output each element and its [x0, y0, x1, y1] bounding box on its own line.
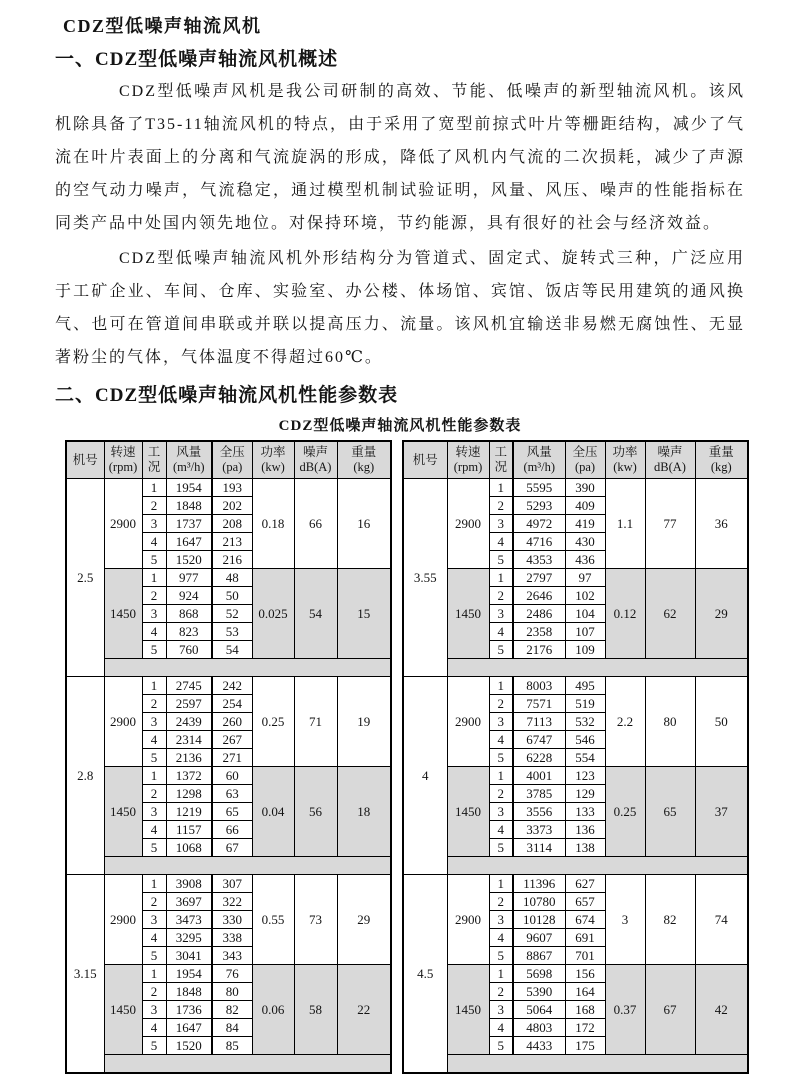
- pressure-cell: 701: [565, 947, 605, 965]
- header-model: 机号: [66, 441, 104, 479]
- condition-cell: 3: [142, 515, 166, 533]
- condition-cell: 1: [142, 569, 166, 587]
- flow-cell: 7113: [513, 713, 565, 731]
- pressure-cell: 260: [212, 713, 252, 731]
- section-filler-row: [403, 1055, 748, 1074]
- pressure-cell: 409: [565, 497, 605, 515]
- pressure-cell: 82: [212, 1001, 252, 1019]
- pressure-cell: 104: [565, 605, 605, 623]
- condition-cell: 4: [489, 821, 513, 839]
- section1-heading: 一、CDZ型低噪声轴流风机概述: [55, 49, 339, 70]
- weight-cell: 15: [337, 569, 391, 659]
- pressure-cell: 48: [212, 569, 252, 587]
- condition-cell: 2: [489, 587, 513, 605]
- weight-cell: 37: [695, 767, 748, 857]
- performance-table-right: [402, 440, 749, 1074]
- pressure-cell: 60: [212, 767, 252, 785]
- pressure-cell: 519: [565, 695, 605, 713]
- condition-cell: 1: [142, 767, 166, 785]
- condition-cell: 3: [142, 605, 166, 623]
- condition-cell: 5: [489, 947, 513, 965]
- condition-cell: 4: [142, 821, 166, 839]
- condition-cell: 1: [489, 569, 513, 587]
- condition-cell: 2: [489, 497, 513, 515]
- data-row: [66, 569, 391, 587]
- flow-cell: 10780: [513, 893, 565, 911]
- section-filler-row: [403, 857, 748, 875]
- flow-cell: 1520: [166, 1037, 212, 1055]
- header-flow: 风量 (m³/h): [166, 441, 212, 479]
- condition-cell: 2: [489, 785, 513, 803]
- header-condition: 工 况: [142, 441, 166, 479]
- rpm-cell: 1450: [104, 569, 142, 659]
- pressure-cell: 691: [565, 929, 605, 947]
- header-rpm: 转速 (rpm): [104, 441, 142, 479]
- header-noise: 噪声 dB(A): [294, 441, 337, 479]
- weight-cell: 16: [337, 479, 391, 569]
- rpm-cell: 1450: [447, 767, 489, 857]
- condition-cell: 1: [489, 767, 513, 785]
- rpm-cell: 1450: [104, 965, 142, 1055]
- flow-cell: 2176: [513, 641, 565, 659]
- pressure-cell: 419: [565, 515, 605, 533]
- condition-cell: 2: [489, 695, 513, 713]
- flow-cell: 3556: [513, 803, 565, 821]
- pressure-cell: 175: [565, 1037, 605, 1055]
- flow-cell: 3473: [166, 911, 212, 929]
- flow-cell: 3785: [513, 785, 565, 803]
- model-section-3.15: [66, 875, 391, 1074]
- data-row: [66, 767, 391, 785]
- header-pressure: 全压 (pa): [212, 441, 252, 479]
- flow-cell: 3908: [166, 875, 212, 893]
- pressure-cell: 76: [212, 965, 252, 983]
- rpm-cell: 2900: [447, 677, 489, 767]
- noise-cell: 77: [645, 479, 695, 569]
- overview-paragraph-2: CDZ型低噪声轴流风机外形结构分为管道式、固定式、旋转式三种，广泛应用于工矿企业、车间、仓库、实验室、办公楼、体场馆、宾馆、饭店等民用建筑的通风换气、也可在管道间串联或并联以提高压力、流量。该风机宜输送非易燃无腐蚀性、无显著粉尘的气体，气体温度不得超过60℃。: [55, 250, 745, 366]
- condition-cell: 3: [489, 803, 513, 821]
- condition-cell: 5: [142, 947, 166, 965]
- rpm-cell: 2900: [104, 875, 142, 965]
- pressure-cell: 65: [212, 803, 252, 821]
- weight-cell: 36: [695, 479, 748, 569]
- noise-cell: 62: [645, 569, 695, 659]
- weight-cell: 74: [695, 875, 748, 965]
- condition-cell: 1: [142, 875, 166, 893]
- condition-cell: 2: [142, 587, 166, 605]
- pressure-cell: 172: [565, 1019, 605, 1037]
- weight-cell: 50: [695, 677, 748, 767]
- condition-cell: 2: [489, 893, 513, 911]
- weight-cell: 29: [695, 569, 748, 659]
- flow-cell: 1848: [166, 983, 212, 1001]
- section-filler-row: [403, 659, 748, 677]
- pressure-cell: 84: [212, 1019, 252, 1037]
- pressure-cell: 109: [565, 641, 605, 659]
- weight-cell: 42: [695, 965, 748, 1055]
- power-cell: 0.37: [605, 965, 645, 1055]
- condition-cell: 4: [142, 929, 166, 947]
- pressure-cell: 107: [565, 623, 605, 641]
- flow-cell: 1372: [166, 767, 212, 785]
- flow-cell: 4353: [513, 551, 565, 569]
- condition-cell: 3: [489, 911, 513, 929]
- flow-cell: 3697: [166, 893, 212, 911]
- data-row: [403, 875, 748, 893]
- flow-cell: 1848: [166, 497, 212, 515]
- pressure-cell: 436: [565, 551, 605, 569]
- condition-cell: 3: [489, 515, 513, 533]
- pressure-cell: 164: [565, 983, 605, 1001]
- table-header: [403, 441, 748, 479]
- pressure-cell: 338: [212, 929, 252, 947]
- pressure-cell: 213: [212, 533, 252, 551]
- condition-cell: 3: [489, 1001, 513, 1019]
- power-cell: 0.04: [252, 767, 294, 857]
- pressure-cell: 138: [565, 839, 605, 857]
- condition-cell: 1: [142, 677, 166, 695]
- pressure-cell: 546: [565, 731, 605, 749]
- condition-cell: 2: [142, 785, 166, 803]
- condition-cell: 4: [142, 623, 166, 641]
- section-filler: [104, 1055, 391, 1074]
- flow-cell: 8867: [513, 947, 565, 965]
- section-filler: [447, 1055, 748, 1074]
- pressure-cell: 123: [565, 767, 605, 785]
- flow-cell: 1647: [166, 1019, 212, 1037]
- condition-cell: 5: [489, 749, 513, 767]
- data-row: [66, 875, 391, 893]
- pressure-cell: 80: [212, 983, 252, 1001]
- flow-cell: 9607: [513, 929, 565, 947]
- flow-cell: 1647: [166, 533, 212, 551]
- pressure-cell: 133: [565, 803, 605, 821]
- pressure-cell: 129: [565, 785, 605, 803]
- pressure-cell: 430: [565, 533, 605, 551]
- flow-cell: 1954: [166, 479, 212, 497]
- pressure-cell: 168: [565, 1001, 605, 1019]
- flow-cell: 2314: [166, 731, 212, 749]
- condition-cell: 2: [142, 893, 166, 911]
- section2-heading: 二、CDZ型低噪声轴流风机性能参数表: [55, 385, 399, 406]
- condition-cell: 2: [489, 983, 513, 1001]
- model-cell: 2.8: [66, 677, 104, 875]
- pressure-cell: 657: [565, 893, 605, 911]
- section-filler: [104, 659, 391, 677]
- condition-cell: 5: [142, 749, 166, 767]
- condition-cell: 4: [489, 623, 513, 641]
- flow-cell: 4433: [513, 1037, 565, 1055]
- pressure-cell: 53: [212, 623, 252, 641]
- weight-cell: 29: [337, 875, 391, 965]
- pressure-cell: 97: [565, 569, 605, 587]
- data-row: [403, 965, 748, 983]
- model-cell: 3.55: [403, 479, 447, 677]
- section-filler: [104, 857, 391, 875]
- header-power: 功率 (kw): [605, 441, 645, 479]
- flow-cell: 5390: [513, 983, 565, 1001]
- tables-row: [65, 440, 745, 1074]
- model-cell: 4: [403, 677, 447, 875]
- flow-cell: 5064: [513, 1001, 565, 1019]
- flow-cell: 1068: [166, 839, 212, 857]
- condition-cell: 3: [142, 911, 166, 929]
- condition-cell: 3: [489, 713, 513, 731]
- flow-cell: 6228: [513, 749, 565, 767]
- noise-cell: 71: [294, 677, 337, 767]
- flow-cell: 2745: [166, 677, 212, 695]
- rpm-cell: 2900: [104, 677, 142, 767]
- weight-cell: 22: [337, 965, 391, 1055]
- condition-cell: 1: [489, 479, 513, 497]
- data-row: [66, 677, 391, 695]
- rpm-cell: 2900: [447, 875, 489, 965]
- document-title: CDZ型低噪声轴流风机: [63, 16, 262, 36]
- flow-cell: 1737: [166, 515, 212, 533]
- flow-cell: 2486: [513, 605, 565, 623]
- condition-cell: 5: [142, 839, 166, 857]
- model-section-2.8: [66, 677, 391, 875]
- condition-cell: 5: [142, 641, 166, 659]
- condition-cell: 1: [142, 479, 166, 497]
- section-filler-row: [66, 1055, 391, 1074]
- table-header: [66, 441, 391, 479]
- table-caption: CDZ型低噪声轴流风机性能参数表: [278, 418, 522, 434]
- section-filler: [447, 659, 748, 677]
- header-rpm: 转速 (rpm): [447, 441, 489, 479]
- flow-cell: 5595: [513, 479, 565, 497]
- condition-cell: 1: [489, 875, 513, 893]
- model-section-2.5: [66, 479, 391, 677]
- flow-cell: 1520: [166, 551, 212, 569]
- pressure-cell: 102: [565, 587, 605, 605]
- condition-cell: 5: [489, 641, 513, 659]
- pressure-cell: 532: [565, 713, 605, 731]
- condition-cell: 5: [489, 551, 513, 569]
- noise-cell: 66: [294, 479, 337, 569]
- pressure-cell: 307: [212, 875, 252, 893]
- condition-cell: 4: [142, 731, 166, 749]
- model-cell: 4.5: [403, 875, 447, 1074]
- pressure-cell: 390: [565, 479, 605, 497]
- noise-cell: 80: [645, 677, 695, 767]
- condition-cell: 4: [142, 533, 166, 551]
- data-row: [403, 479, 748, 497]
- flow-cell: 11396: [513, 875, 565, 893]
- model-section-4: [403, 677, 748, 875]
- flow-cell: 3041: [166, 947, 212, 965]
- pressure-cell: 66: [212, 821, 252, 839]
- pressure-cell: 343: [212, 947, 252, 965]
- flow-cell: 868: [166, 605, 212, 623]
- header-model: 机号: [403, 441, 447, 479]
- model-cell: 2.5: [66, 479, 104, 677]
- flow-cell: 3295: [166, 929, 212, 947]
- condition-cell: 3: [142, 1001, 166, 1019]
- flow-cell: 6747: [513, 731, 565, 749]
- power-cell: 0.12: [605, 569, 645, 659]
- condition-cell: 2: [142, 695, 166, 713]
- noise-cell: 82: [645, 875, 695, 965]
- flow-cell: 3114: [513, 839, 565, 857]
- flow-cell: 3373: [513, 821, 565, 839]
- condition-cell: 4: [489, 929, 513, 947]
- flow-cell: 2797: [513, 569, 565, 587]
- flow-cell: 7571: [513, 695, 565, 713]
- data-row: [403, 569, 748, 587]
- flow-cell: 2136: [166, 749, 212, 767]
- header-pressure: 全压 (pa): [565, 441, 605, 479]
- rpm-cell: 2900: [447, 479, 489, 569]
- pressure-cell: 554: [565, 749, 605, 767]
- noise-cell: 73: [294, 875, 337, 965]
- condition-cell: 5: [142, 551, 166, 569]
- flow-cell: 1298: [166, 785, 212, 803]
- header-flow: 风量 (m³/h): [513, 441, 565, 479]
- data-row: [403, 767, 748, 785]
- data-row: [66, 479, 391, 497]
- header-row: [403, 441, 748, 479]
- overview-paragraph-1: CDZ型低噪声风机是我公司研制的高效、节能、低噪声的新型轴流风机。该风机除具备了T35-11轴流风机的特点，由于采用了宽型前掠式叶片等栅距结构，减少了气流在叶片表面上的分离和气流旋涡的形成，降低了风机内气流的二次损耗，减少了声源的空气动力噪声，气流稳定，通过模型机制试验证明，风量、风压、噪声的性能指标在同类产品中处国内领先地位。对保持环境，节约能源，具有很好的社会与经济效益。: [55, 83, 745, 232]
- rpm-cell: 1450: [447, 569, 489, 659]
- flow-cell: 2646: [513, 587, 565, 605]
- condition-cell: 1: [489, 677, 513, 695]
- pressure-cell: 674: [565, 911, 605, 929]
- noise-cell: 67: [645, 965, 695, 1055]
- condition-cell: 3: [489, 605, 513, 623]
- condition-cell: 5: [142, 1037, 166, 1055]
- flow-cell: 760: [166, 641, 212, 659]
- condition-cell: 2: [142, 983, 166, 1001]
- performance-table-left: [65, 440, 392, 1074]
- power-cell: 0.25: [605, 767, 645, 857]
- power-cell: 0.55: [252, 875, 294, 965]
- flow-cell: 5698: [513, 965, 565, 983]
- condition-cell: 2: [142, 497, 166, 515]
- condition-cell: 3: [142, 803, 166, 821]
- noise-cell: 56: [294, 767, 337, 857]
- condition-cell: 5: [489, 1037, 513, 1055]
- rpm-cell: 1450: [104, 767, 142, 857]
- power-cell: 1.1: [605, 479, 645, 569]
- weight-cell: 19: [337, 677, 391, 767]
- header-weight: 重量 (kg): [337, 441, 391, 479]
- flow-cell: 2597: [166, 695, 212, 713]
- flow-cell: 1954: [166, 965, 212, 983]
- flow-cell: 4716: [513, 533, 565, 551]
- condition-cell: 4: [489, 533, 513, 551]
- condition-cell: 1: [489, 965, 513, 983]
- data-row: [66, 965, 391, 983]
- pressure-cell: 208: [212, 515, 252, 533]
- flow-cell: 4972: [513, 515, 565, 533]
- power-cell: 2.2: [605, 677, 645, 767]
- rpm-cell: 1450: [447, 965, 489, 1055]
- noise-cell: 65: [645, 767, 695, 857]
- condition-cell: 4: [489, 731, 513, 749]
- pressure-cell: 85: [212, 1037, 252, 1055]
- power-cell: 3: [605, 875, 645, 965]
- pressure-cell: 63: [212, 785, 252, 803]
- pressure-cell: 267: [212, 731, 252, 749]
- pressure-cell: 271: [212, 749, 252, 767]
- weight-cell: 18: [337, 767, 391, 857]
- rpm-cell: 2900: [104, 479, 142, 569]
- pressure-cell: 136: [565, 821, 605, 839]
- condition-cell: 5: [489, 839, 513, 857]
- header-noise: 噪声 dB(A): [645, 441, 695, 479]
- pressure-cell: 202: [212, 497, 252, 515]
- section-filler: [447, 857, 748, 875]
- condition-cell: 1: [142, 965, 166, 983]
- model-section-3.55: [403, 479, 748, 677]
- condition-cell: 4: [489, 1019, 513, 1037]
- pressure-cell: 50: [212, 587, 252, 605]
- flow-cell: 1736: [166, 1001, 212, 1019]
- pressure-cell: 495: [565, 677, 605, 695]
- pressure-cell: 54: [212, 641, 252, 659]
- flow-cell: 1157: [166, 821, 212, 839]
- flow-cell: 977: [166, 569, 212, 587]
- model-section-4.5: [403, 875, 748, 1074]
- condition-cell: 3: [142, 713, 166, 731]
- pressure-cell: 330: [212, 911, 252, 929]
- flow-cell: 8003: [513, 677, 565, 695]
- section-filler-row: [66, 659, 391, 677]
- pressure-cell: 52: [212, 605, 252, 623]
- power-cell: 0.06: [252, 965, 294, 1055]
- flow-cell: 4803: [513, 1019, 565, 1037]
- pressure-cell: 627: [565, 875, 605, 893]
- flow-cell: 2439: [166, 713, 212, 731]
- noise-cell: 58: [294, 965, 337, 1055]
- header-power: 功率 (kw): [252, 441, 294, 479]
- pressure-cell: 156: [565, 965, 605, 983]
- flow-cell: 924: [166, 587, 212, 605]
- flow-cell: 10128: [513, 911, 565, 929]
- pressure-cell: 254: [212, 695, 252, 713]
- flow-cell: 2358: [513, 623, 565, 641]
- header-weight: 重量 (kg): [695, 441, 748, 479]
- flow-cell: 823: [166, 623, 212, 641]
- noise-cell: 54: [294, 569, 337, 659]
- condition-cell: 4: [142, 1019, 166, 1037]
- pressure-cell: 322: [212, 893, 252, 911]
- header-condition: 工 况: [489, 441, 513, 479]
- flow-cell: 5293: [513, 497, 565, 515]
- model-cell: 3.15: [66, 875, 104, 1074]
- power-cell: 0.25: [252, 677, 294, 767]
- header-row: [66, 441, 391, 479]
- pressure-cell: 216: [212, 551, 252, 569]
- flow-cell: 1219: [166, 803, 212, 821]
- pressure-cell: 242: [212, 677, 252, 695]
- data-row: [403, 677, 748, 695]
- power-cell: 0.025: [252, 569, 294, 659]
- power-cell: 0.18: [252, 479, 294, 569]
- flow-cell: 4001: [513, 767, 565, 785]
- section-filler-row: [66, 857, 391, 875]
- pressure-cell: 193: [212, 479, 252, 497]
- pressure-cell: 67: [212, 839, 252, 857]
